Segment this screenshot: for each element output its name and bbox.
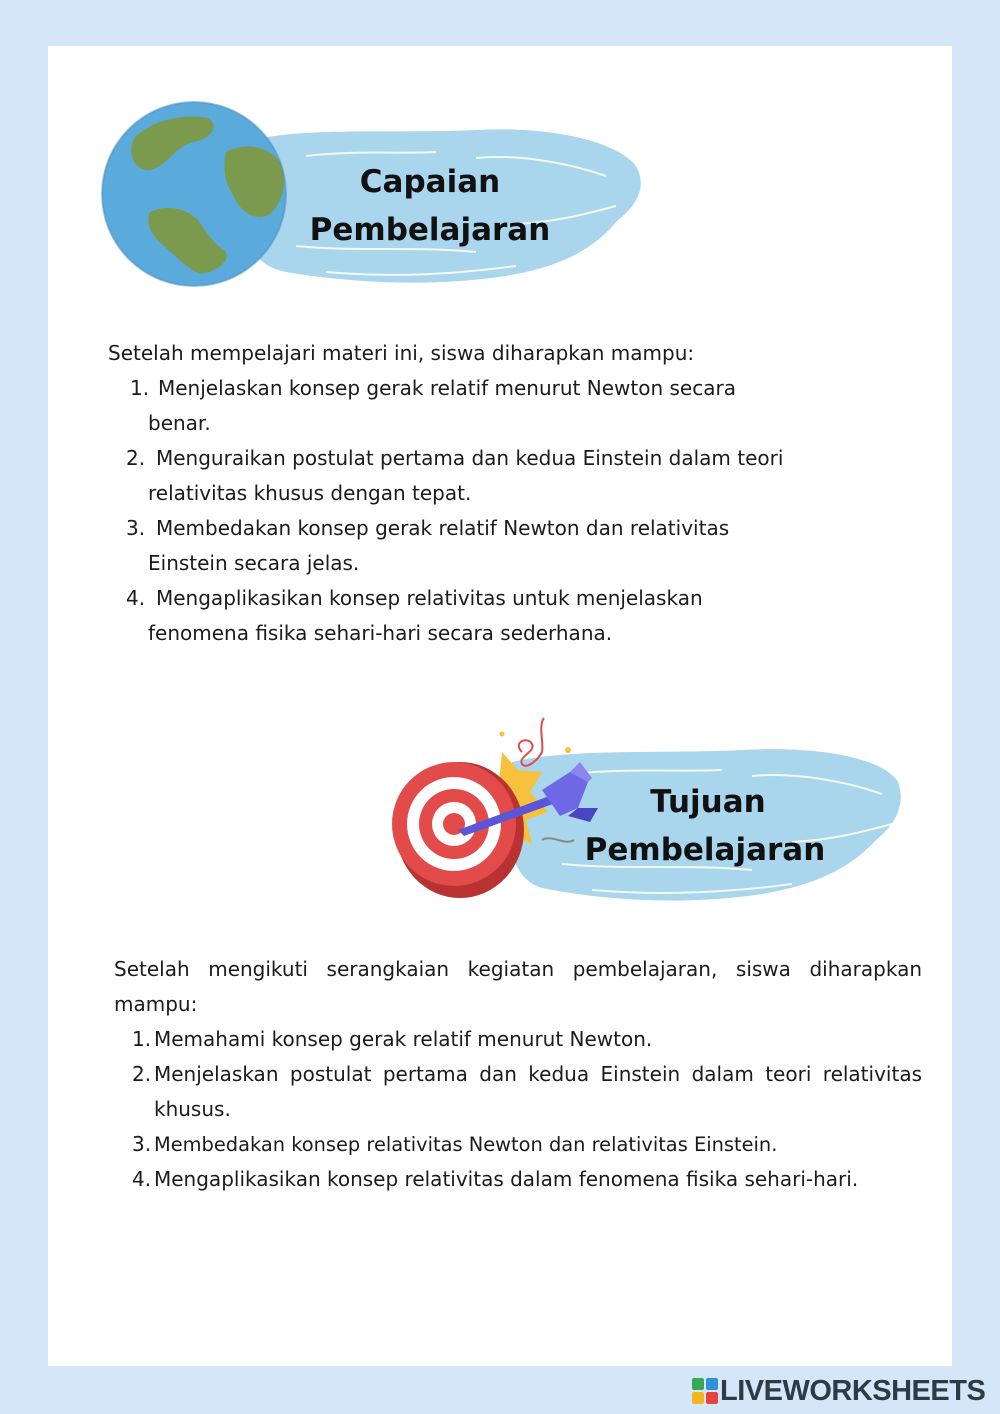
list-number: 4. bbox=[132, 1167, 152, 1191]
list-number: 3. bbox=[132, 1132, 152, 1156]
tujuan-title bbox=[570, 778, 840, 874]
capaian-title-line1: Capaian bbox=[359, 164, 501, 200]
list-text: Membedakan konsep relativitas Newton dan relativitas Einstein. bbox=[154, 1133, 778, 1156]
list-text: Menjelaskan konsep gerak relatif menurut Newton secara bbox=[158, 376, 736, 400]
earth-icon bbox=[102, 102, 286, 286]
list-number: 2. bbox=[132, 1062, 152, 1086]
tujuan-content bbox=[114, 952, 922, 1197]
list-number: 1. bbox=[132, 1027, 152, 1051]
list-text: Menjelaskan postulat pertama dan kedua Einstein dalam teori relativitas khusus. bbox=[154, 1062, 922, 1121]
list-number: 2. bbox=[126, 446, 146, 470]
list-number: 4. bbox=[126, 586, 146, 610]
list-item bbox=[114, 1057, 922, 1127]
liveworksheets-logo[interactable] bbox=[692, 1376, 985, 1406]
liveworksheets-wordmark: LIVEWORKSHEETS bbox=[720, 1374, 986, 1407]
list-item bbox=[114, 1022, 922, 1057]
list-item bbox=[108, 371, 908, 441]
capaian-title-line2: Pembelajaran bbox=[309, 212, 551, 248]
list-text: relativitas khusus dengan tepat. bbox=[148, 481, 472, 505]
list-text: Mengaplikasikan konsep relativitas untuk menjelaskan bbox=[156, 586, 703, 610]
list-number: 1. bbox=[130, 376, 150, 400]
list-text: fenomena fisika sehari-hari secara sederhana. bbox=[148, 621, 613, 645]
tujuan-title-line2: Pembelajaran bbox=[584, 832, 826, 868]
tujuan-list bbox=[114, 1022, 922, 1197]
capaian-list bbox=[108, 371, 908, 651]
tujuan-intro: Setelah mengikuti serangkaian kegiatan pembelajaran, siswa diharapkan mampu: bbox=[114, 957, 922, 1016]
list-item bbox=[114, 1127, 922, 1162]
list-item bbox=[108, 581, 908, 651]
liveworksheets-mark-icon bbox=[692, 1378, 718, 1404]
capaian-content bbox=[108, 336, 908, 651]
tujuan-title-line1: Tujuan bbox=[650, 784, 766, 820]
list-text: Memahami konsep gerak relatif menurut Newton. bbox=[154, 1027, 653, 1051]
list-text: Membedakan konsep gerak relatif Newton dan relativitas bbox=[156, 516, 730, 540]
list-item bbox=[108, 441, 908, 511]
list-item bbox=[114, 1162, 922, 1197]
list-text: Menguraikan postulat pertama dan kedua Einstein dalam teori bbox=[156, 446, 784, 470]
list-number: 3. bbox=[126, 516, 146, 540]
list-text: Mengaplikasikan konsep relativitas dalam fenomena fisika sehari-hari. bbox=[154, 1167, 859, 1191]
list-text: benar. bbox=[148, 411, 211, 435]
list-item bbox=[108, 511, 908, 581]
list-text: Einstein secara jelas. bbox=[148, 551, 360, 575]
capaian-title bbox=[290, 158, 570, 254]
capaian-intro: Setelah mempelajari materi ini, siswa diharapkan mampu: bbox=[108, 341, 695, 365]
